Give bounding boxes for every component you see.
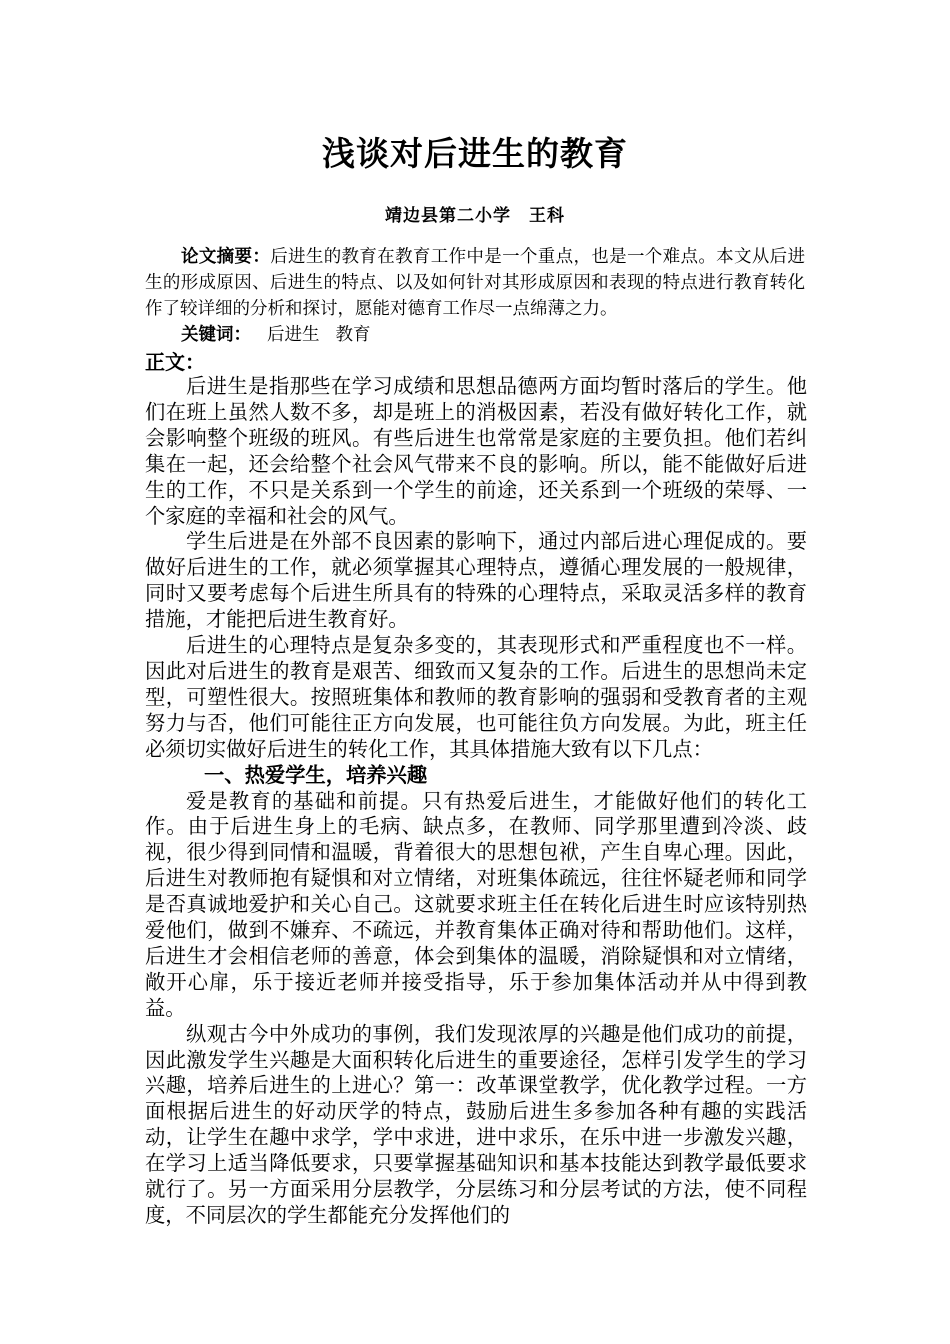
abstract-text: 后进生的教育在教育工作中是一个重点，也是一个难点。本文从后进生的形成原因、后进生的特点、以及如何针对其形成原因和表现的特点进行教育转化作了较详细的分析和探讨，愿能对德育工作尽一点绵薄之力。: [145, 247, 806, 319]
keyword-item: 教育: [335, 325, 371, 345]
keywords: [181, 322, 371, 348]
paragraph: 纵观古今中外成功的事例，我们发现浓厚的兴趣是他们成功的前提，因此激发学生兴趣是大面积转化后进生的重要途径，怎样引发学生的学习兴趣，培养后进生的上进心？第一：改革课堂教学，优化教学过程。一方面根据后进生的好动厌学的特点，鼓励后进生多参加各种有趣的实践活动，让学生在趣中求学，学中求进，进中求乐，在乐中进一步激发兴趣，在学习上适当降低要求，只要掌握基础知识和基本技能达到教学最低要求就行了。另一方面采用分层教学，分层练习和分层考试的方法，使不同程度，不同层次的学生都能充分发挥他们的: [145, 1021, 807, 1227]
abstract: [145, 244, 805, 322]
author-line: 靖边县第二小学 王科: [385, 206, 565, 226]
abstract-label: 论文摘要：: [181, 247, 271, 267]
keywords-label: 关键词：: [181, 325, 251, 345]
paragraph: 学生后进是在外部不良因素的影响下，通过内部后进心理促成的。要做好后进生的工作，就必须掌握其心理特点，遵循心理发展的一般规律，同时又要考虑每个后进生所具有的特殊的心理特点，采取灵活多样的教育措施，才能把后进生教育好。: [145, 529, 807, 632]
body-label: 正文：: [145, 350, 205, 374]
section-heading: 一、热爱学生，培养兴趣: [204, 762, 428, 787]
body-content: [145, 374, 807, 1229]
document-title: 浅谈对后进生的教育: [322, 134, 628, 173]
keyword-item: 后进生: [267, 325, 320, 345]
paragraph: 后进生的心理特点是复杂多变的，其表现形式和严重程度也不一样。因此对后进生的教育是艰苦、细致而又复杂的工作。后进生的思想尚未定型，可塑性很大。按照班集体和教师的教育影响的强弱和受教育者的主观努力与否，他们可能往正方向发展，也可能往负方向发展。为此，班主任必须切实做好后进生的转化工作，其具体措施大致有以下几点：: [145, 633, 807, 761]
paragraph: 爱是教育的基础和前提。只有热爱后进生，才能做好他们的转化工作。由于后进生身上的毛病、缺点多，在教师、同学那里遭到冷淡、歧视，很少得到同情和温暖，背着很大的思想包袱，产生自卑心理。因此，后进生对教师抱有疑惧和对立情绪，对班集体疏远，往往怀疑老师和同学是否真诚地爱护和关心自己。这就要求班主任在转化后进生时应该特别热爱他们，做到不嫌弃、不疏远，并教育集体正确对待和帮助他们。这样，后进生才会相信老师的善意，体会到集体的温暖，消除疑惧和对立情绪，敞开心扉，乐于接近老师并接受指导，乐于参加集体活动并从中得到教益。: [145, 788, 807, 1020]
paragraph: 后进生是指那些在学习成绩和思想品德两方面均暂时落后的学生。他们在班上虽然人数不多，却是班上的消极因素，若没有做好转化工作，就会影响整个班级的班风。有些后进生也常常是家庭的主要负担。他们若纠集在一起，还会给整个社会风气带来不良的影响。所以，能不能做好后进生的工作，不只是关系到一个学生的前途，还关系到一个班级的荣辱、一个家庭的幸福和社会的风气。: [145, 374, 807, 528]
